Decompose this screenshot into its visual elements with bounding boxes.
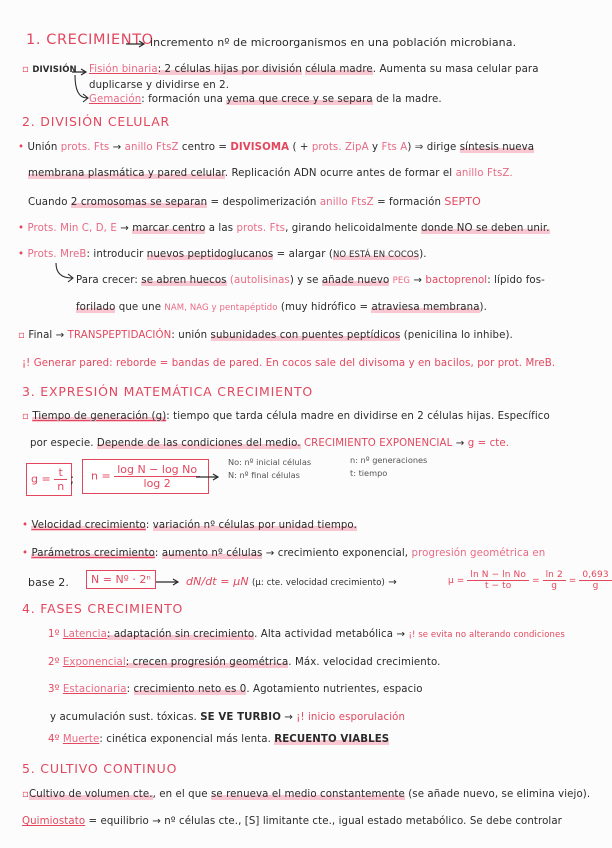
section-1-title: 1. CRECIMIENTO [26,32,154,48]
s1-division-row: ▫ DIVISIÓN [22,64,77,75]
section-2-title: 2. DIVISIÓN CELULAR [22,114,171,129]
fision-label: Fisión binaria [89,64,158,75]
s3-line-1: ▫ Tiempo de generación (g): tiempo que tarda célula madre en dividirse en 2 células hijas. Específico [22,411,550,422]
s3-line-4: • Parámetros crecimiento: aumento nº células → crecimiento exponencial, progresión geométrica en [22,548,546,559]
arrow-icon [155,578,181,586]
s1-fision-line-2: duplicarse y dividirse en 2. [89,80,230,91]
s3-line-5-label: base 2. [28,576,69,589]
s2-line-5: • Prots. MreB: introducir nuevos peptidoglucanos = alargar (NO ESTÁ EN COCOS). [18,249,427,260]
legend-n-final: N: nº final células [228,470,300,480]
s3-mu-formula: μ = $\frac{\text{ln N − ln No}}{t - to}$ = $\frac{\ln 2}{g}$ = $\frac{0,693}{g}$ [448,570,612,591]
formula-n-box: n = $\frac{\text{log N − log No}}{\log 2}$ [82,459,209,494]
s5-line-2: Quimiostato = equilibrio → nº células cte., [S] limitante cte., igual estado metabólico. Se debe controlar [22,816,562,827]
arrow-icon [54,262,76,284]
s2-line-8: ▫ Final → TRANSPEPTIDACIÓN: unión subunidades con puentes peptídicos (penicilina lo inhibe). [18,330,513,341]
s2-line-7: forilado que une NAM, NAG y pentapéptido (muy hidrófico = atraviesa membrana). [76,302,487,313]
section-5-title: 5. CULTIVO CONTINUO [22,761,178,776]
legend-no: No: nº inicial células [228,457,312,467]
s3-line-2: por especie. Depende de las condiciones del medio. CRECIMIENTO EXPONENCIAL → g = cte. [30,438,510,449]
formula-separator: ; [70,472,75,486]
s2-line-6: Para crecer: se abren huecos (autolisinas) y se añade nuevo PEG → bactoprenol: lípido fos- [76,275,545,286]
legend-t: t: tiempo [350,468,388,478]
s3-line-3: • Velocidad crecimiento: variación nº células por unidad tiempo. [22,520,357,531]
s2-line-9: ¡! Generar pared: reborde = bandas de pared. En cocos sale del divisoma y en bacilos, por prot. MreB. [22,358,556,369]
s2-line-1: • Unión prots. Fts → anillo FtsZ centro = DIVISOMA ( + prots. ZipA y Fts A) ⇒ dirige síntesis nueva [18,142,535,153]
division-label: DIVISIÓN [32,65,77,75]
s1-definition: incremento nº de microorganismos en una población microbiana. [150,36,517,49]
phase-muerte: 4º Muerte: cinética exponencial más lenta. RECUENTO VIABLES [48,734,390,745]
phase-latencia: 1º Latencia: adaptación sin crecimiento. Alta actividad metabólica → ¡! se evita no alterando condiciones [48,629,565,640]
arrow-icon [125,40,147,48]
s5-line-1: ▫Cultivo de volumen cte., en el que se renueva el medio constantemente (se añade nuevo, se elimina viejo). [22,789,591,800]
phase-exponencial: 2º Exponencial: crecen progresión geométrica. Máx. velocidad crecimiento. [48,657,441,668]
s2-line-4: • Prots. Min C, D, E → marcar centro a las prots. Fts, girando helicoidalmente donde NO se deben unir. [18,223,550,234]
s2-line-3: Cuando 2 cromosomas se separan = despolimerización anillo FtsZ = formación SEPTO [28,195,481,208]
s1-fision-line: Fisión binaria: 2 células hijas por división célula madre. Aumenta su masa celular para [89,64,539,75]
arrow-icon [195,473,221,481]
s3-line-5-diff: dN/dt = μN (μ: cte. velocidad crecimiento) → [186,575,397,588]
s2-line-2: membrana plasmática y pared celular. Replicación ADN ocurre antes de formar el anillo FtsZ. [28,168,513,179]
section-3-title: 3. EXPRESIÓN MATEMÁTICA CRECIMIENTO [22,384,314,399]
phase-estacionaria-2: y acumulación sust. tóxicas. SE VE TURBIO → ¡! inicio esporulación [50,712,406,723]
section-4-title: 4. FASES CRECIMIENTO [22,601,184,616]
s1-gemacion-line: Gemación: formación una yema que crece y se separa de la madre. [89,94,442,105]
legend-n-gen: n: nº generaciones [350,455,428,465]
formula-growth-box: N = Nº · 2ⁿ [86,570,156,589]
gemacion-label: Gemación [89,94,142,105]
phase-estacionaria: 3º Estacionaria: crecimiento neto es 0. Agotamiento nutrientes, espacio [48,684,423,695]
formula-g-box: g = $\frac{t}{n}$ [26,463,72,496]
